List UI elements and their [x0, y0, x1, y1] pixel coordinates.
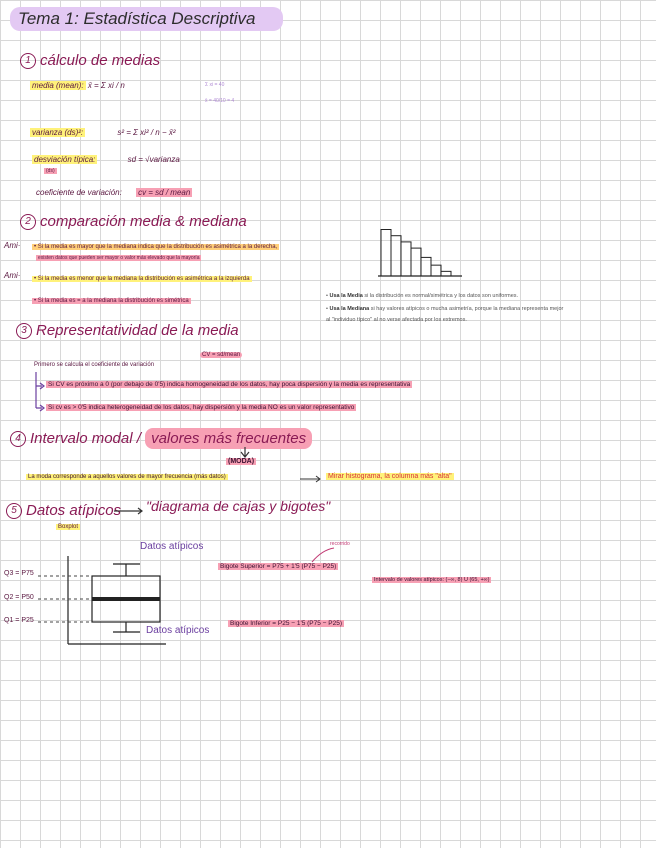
- note-mediana: • Usa la Mediana si hay valores atípicos o mucha asimetría, porque la mediana representa mejor al "individuo típico" al no verse afectada por los extremos.: [326, 306, 564, 323]
- q3-label: Q3 = P75: [4, 570, 34, 577]
- section-5-title: Datos atípicos: [26, 502, 122, 519]
- histograma-hint: Mirar histograma, la columna más "alta": [328, 473, 452, 480]
- page-title: Tema 1: Estadística Descriptiva: [10, 7, 283, 31]
- media-label: media (mean):: [32, 81, 84, 90]
- comparison-line-3: • Si la media es = a la mediana la distribución es simétrica: [34, 298, 189, 304]
- section-1-title: cálculo de medias: [40, 52, 161, 69]
- media-side2: x̄ = 40/10 = 4: [205, 98, 235, 104]
- section-2-number: 2: [20, 214, 36, 230]
- section-4-heading: 4 Intervalo modal / valores más frecuentes: [10, 428, 312, 449]
- desviacion-label: desviación típica:: [34, 155, 96, 164]
- comparison-line-1b: existen datos que pueden ser mayor o valor más elevado que la mayoría: [38, 255, 200, 261]
- ejemplo-atipicos: Intervalo de valores atípicos: (−∞, 8) U (65, +∞): [374, 577, 490, 583]
- section-3-number: 3: [16, 323, 32, 339]
- cv-rule-homogeneous: Si CV es próximo a 0 (por debajo de 0'5) indica homogeneidad de los datos, hay poca dispersión y la media es representativa: [48, 381, 411, 388]
- section-2-title: comparación media & mediana: [40, 213, 247, 230]
- media-formula: x̄ = Σ xi / n: [87, 81, 125, 90]
- comparison-line-2: • Si la media es menor que la mediana la distribución es asimétrica a la izquierda: [34, 276, 250, 282]
- ami-tag-2: Ami·: [4, 271, 21, 280]
- section-3-title: Representatividad de la media: [36, 322, 239, 339]
- section-4-title-b: valores más frecuentes: [145, 428, 312, 449]
- note-media: • Usa la Media si la distribución es normal/simétrica y los datos son uniformes.: [326, 293, 519, 299]
- cv-formula: cv = sd / mean: [138, 188, 191, 197]
- bigote-superior: Bigote Superior = P75 + 1'5 (P75 − P25): [220, 563, 337, 570]
- boxplot-name: "diagrama de cajas y bigotes": [146, 498, 331, 514]
- ami-tag-1: Ami·: [4, 241, 21, 250]
- cv-tag: CV = sd/mean: [202, 352, 241, 358]
- bigote-inferior: Bigote Inferior = P25 − 1'5 (P75 − P25): [230, 620, 342, 627]
- varianza-formula: s² = Σ xi² / n − x̄²: [117, 128, 176, 137]
- section-4-number: 4: [10, 431, 26, 447]
- atipicos-top-label: Datos atípicos: [140, 541, 204, 552]
- section-4-title-a: Intervalo modal: [30, 430, 133, 447]
- comparison-line-1: • Si la media es mayor que la mediana indica que la distribución es asimétrica a la derecha,: [34, 244, 278, 250]
- moda-label: (MODA): [228, 458, 255, 465]
- section-5-number: 5: [6, 503, 22, 519]
- cv-rule-heterogeneous: Si cv es > 0'5 indica heterogeneidad de los datos, hay dispersión y la media NO es un valor representativo: [48, 404, 355, 411]
- q1-label: Q1 = P25: [4, 617, 34, 624]
- varianza-label: varianza (ds)²:: [32, 128, 84, 137]
- media-side1: Σ xi = 40: [205, 82, 225, 88]
- cv-label: coeficiente de variación:: [36, 188, 122, 197]
- recorrido-arrow: [312, 548, 334, 562]
- moda-definition: La moda corresponde a aquellos valores de mayor frecuencia (más datos): [28, 474, 226, 480]
- representatividad-intro: Primero se calcula el coeficiente de variación: [34, 362, 155, 368]
- desviacion-sub: (ds): [46, 168, 55, 174]
- atipicos-bottom-label: Datos atípicos: [146, 625, 210, 636]
- recorrido-label: recorrido: [330, 541, 350, 547]
- section-1-number: 1: [20, 53, 36, 69]
- q2-label: Q2 = P50: [4, 594, 34, 601]
- desviacion-formula: sd = √varianza: [127, 155, 180, 164]
- boxplot-tag: Boxplot: [58, 524, 79, 530]
